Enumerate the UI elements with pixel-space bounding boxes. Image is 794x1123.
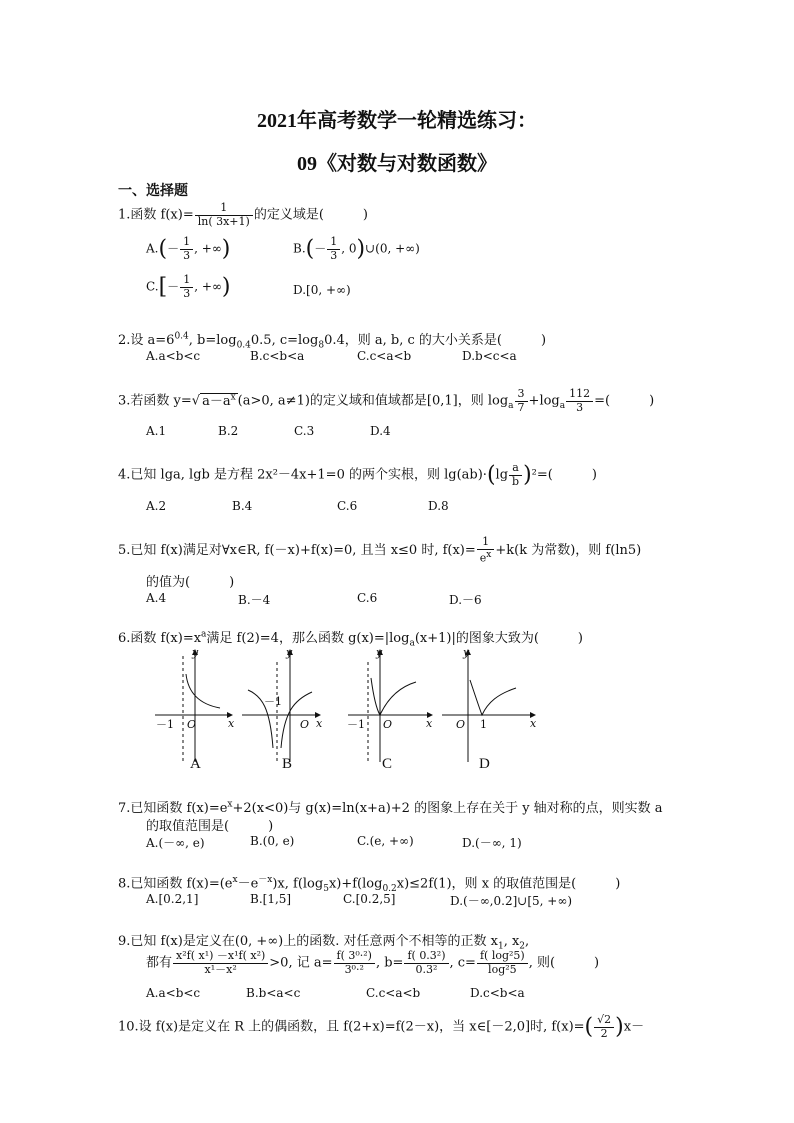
option-4a: A.2 — [146, 499, 167, 513]
option-2b: B.c<b<a — [250, 349, 305, 363]
option-5b: B.－4 — [238, 593, 271, 607]
graph-figures — [150, 642, 550, 782]
option-8d: D.(－∞,0.2]∪[5, +∞) — [450, 894, 572, 908]
fraction: $\frac{1}{\ln( 3x+1)}$ — [195, 202, 253, 228]
option-4d: D.8 — [428, 499, 449, 513]
option-5a: A.4 — [146, 591, 167, 605]
option-5c: C.6 — [357, 591, 378, 605]
option-9d: D.c<b<a — [470, 986, 525, 1000]
question-3: 3.若函数 y=√ $a-a^x$ (a>0, a≠1)的定义域和值域都是[0,1]，则 $\log_a$ $\frac{3}{7}$ $+\log_a$ $\frac{112}{3}$ =( ) — [118, 387, 655, 414]
option-4b: B.4 — [232, 499, 253, 513]
graph-d — [442, 650, 535, 762]
graph-label-b: B — [282, 756, 293, 772]
option-1d: D.[0, +∞) — [293, 283, 351, 297]
question-5-line2: 的值为( ) — [146, 575, 235, 590]
option-1b: B.(－ $\frac{1}{3}$ , 0)∪(0, +∞) — [293, 235, 420, 262]
graph-label-d: D — [479, 756, 490, 772]
tick-label-d: 1 — [480, 718, 487, 731]
option-7d: D.(－∞, 1) — [462, 836, 522, 850]
option-3c: C.3 — [294, 424, 315, 438]
question-7: 7.已知函数 $f(x)=e^x+2(x<0)$与 g(x)=ln(x+a)+2 的图象上存在关于 y 轴对称的点，则实数 a — [118, 799, 663, 816]
option-9c: C.c<a<b — [366, 986, 421, 1000]
tick-label-b: －1 — [264, 695, 282, 708]
axis-y-label-a: y — [192, 646, 199, 659]
option-1c: C.[－ $\frac{1}{3}$ , +∞) — [146, 273, 231, 300]
graph-a — [155, 650, 232, 762]
graph-label-a: A — [190, 756, 201, 772]
question-4: 4.已知 lga, lgb 是方程 2x²－4x+1=0 的两个实根，则 lg(ab)·(lg $\frac{a}{b}$ )²=( ) — [118, 461, 597, 488]
axis-y-label-b: y — [286, 646, 293, 659]
question-8: 8.已知函数 $f(x)=(e^x-e^{-x})x$, $f(\log_5x)+f(\log_{0.2}x)\le 2f(1)$，则 x 的取值范围是( ) — [118, 875, 621, 894]
option-2d: D.b<c<a — [462, 349, 517, 363]
tick-label-c: －1 — [347, 718, 365, 731]
option-9b: B.b<a<c — [246, 986, 301, 1000]
tick-label-a: －1 — [156, 718, 174, 731]
origin-label-d: O — [456, 718, 466, 731]
option-8b: B.[1,5] — [250, 892, 292, 906]
question-2: 2.设 $a=6^{0.4}$, $b=\log_{0.4}0.5$, $c=\log_80.4$，则 a, b, c 的大小关系是( ) — [118, 331, 547, 351]
option-8c: C.[0.2,5] — [343, 892, 396, 906]
axis-x-label-a: x — [228, 717, 235, 730]
axis-y-label-c: y — [376, 646, 383, 659]
option-3b: B.2 — [218, 424, 239, 438]
axis-x-label-b: x — [316, 717, 323, 730]
option-3a: A.1 — [146, 424, 167, 438]
question-10: 10.设 f(x)是定义在 R 上的偶函数，且 f(2+x)=f(2－x)，当 x∈[－2,0]时, f(x)=( $\frac{√2}{2}$ )x－ — [118, 1013, 645, 1040]
option-7c: C.(e, +∞) — [357, 834, 414, 848]
origin-label-a: O — [187, 718, 197, 731]
option-1a: A.(－ $\frac{1}{3}$ , +∞) — [146, 235, 231, 262]
option-3d: D.4 — [370, 424, 391, 438]
option-8a: A.[0.2,1] — [146, 892, 199, 906]
axis-y-label-d: y — [463, 646, 470, 659]
page-title: 2021年高考数学一轮精选练习： — [257, 110, 537, 132]
axis-x-label-c: x — [426, 717, 433, 730]
question-7-line2: 的取值范围是( ) — [146, 819, 274, 834]
page-subtitle: 09《对数与对数函数》 — [297, 153, 497, 175]
section-heading: 一、选择题 — [118, 183, 188, 199]
graph-label-c: C — [382, 756, 393, 772]
question-5: 5.已知 f(x)满足对∀x∈R, f(－x)+f(x)=0, 且当 x≤0 时, f(x)= $\frac{1}{e^x}$ +k(k 为常数)，则 f(ln5) — [118, 535, 642, 565]
question-1: 1.函数 f(x)= $\frac{1}{\ln( 3x+1)}$ 的定义域是( ) — [118, 201, 368, 228]
option-5d: D.－6 — [449, 593, 482, 607]
option-9a: A.a<b<c — [146, 986, 201, 1000]
option-2a: A.a<b<c — [146, 349, 201, 363]
option-4c: C.6 — [337, 499, 358, 513]
axis-x-label-d: x — [530, 717, 537, 730]
origin-label-b: O — [300, 718, 310, 731]
question-9: 9.已知 f(x)是定义在(0, +∞)上的函数. 对任意两个不相等的正数 $x_1$, $x_2$, — [118, 934, 530, 952]
option-2c: C.c<a<b — [357, 349, 412, 363]
question-9-line2: 都有 $\frac{\text{x²f( x¹) －x¹f( x²)}}{\text{x¹－x²}}$ >0, 记 a= $\frac{\text{f( 3⁰·²)}}{\text{3⁰·²}}$ , b= $\frac{\text{f( 0.3²)}}{\text{0.3²}}$ , c= $\frac{\text{f( log²5)}}{\text{log²5}}$ , 则( ) — [146, 949, 600, 976]
option-7a: A.(－∞, e) — [146, 836, 205, 850]
option-7b: B.(0, e) — [250, 834, 295, 848]
question-6: 6.函数 $f(x)=x^a$满足 f(2)=4，那么函数 $g(x)=|\log_a(x+1)|$的图象大致为( ) — [118, 629, 583, 649]
graph-c — [348, 650, 432, 762]
origin-label-c: O — [383, 718, 393, 731]
